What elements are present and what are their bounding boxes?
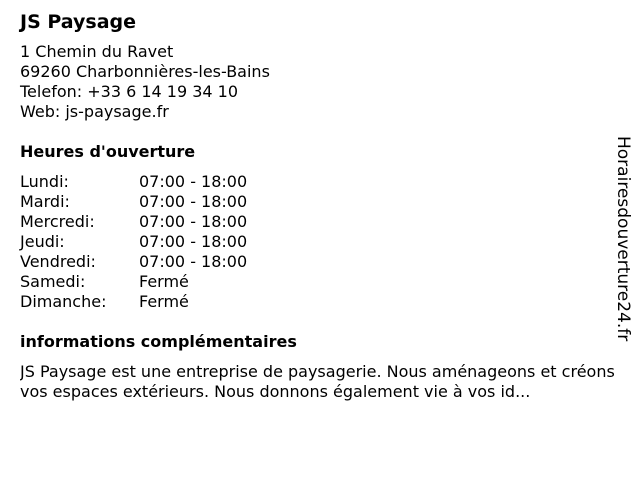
hours-value: 07:00 - 18:00: [139, 192, 248, 211]
day-label: Dimanche:: [20, 292, 107, 311]
hours-value: 07:00 - 18:00: [139, 232, 248, 251]
day-label: Samedi:: [20, 272, 86, 291]
hours-row-thursday: [20, 232, 626, 252]
watermark-text: Horairesdouverture24.fr: [613, 136, 633, 342]
address-line-1: 1 Chemin du Ravet: [20, 42, 174, 61]
hours-row-sunday: [20, 292, 626, 312]
info-text: JS Paysage est une entreprise de paysagerie. Nous aménageons et créons vos espaces extérieurs. Nous donnons également vie à vos id...: [20, 362, 615, 401]
hours-value: 07:00 - 18:00: [139, 172, 248, 191]
hours-row-friday: [20, 252, 626, 272]
phone-line: Telefon: +33 6 14 19 34 10: [20, 82, 239, 101]
hours-row-saturday: [20, 272, 626, 292]
address-line-2: 69260 Charbonnières-les-Bains: [20, 62, 270, 81]
hours-value: 07:00 - 18:00: [139, 212, 248, 231]
day-label: Jeudi:: [20, 232, 65, 251]
hours-row-wednesday: [20, 212, 626, 232]
hours-row-monday: [20, 172, 626, 192]
hours-value: Fermé: [139, 272, 189, 291]
hours-value: Fermé: [139, 292, 189, 311]
day-label: Lundi:: [20, 172, 69, 191]
day-label: Mardi:: [20, 192, 70, 211]
hours-title: Heures d'ouverture: [20, 142, 196, 161]
hours-value: 07:00 - 18:00: [139, 252, 248, 271]
business-name: JS Paysage: [20, 11, 137, 33]
business-card: [20, 10, 626, 402]
hours-row-tuesday: [20, 192, 626, 212]
web-line: Web: js-paysage.fr: [20, 102, 169, 121]
day-label: Vendredi:: [20, 252, 96, 271]
info-title: informations complémentaires: [20, 332, 297, 351]
day-label: Mercredi:: [20, 212, 95, 231]
